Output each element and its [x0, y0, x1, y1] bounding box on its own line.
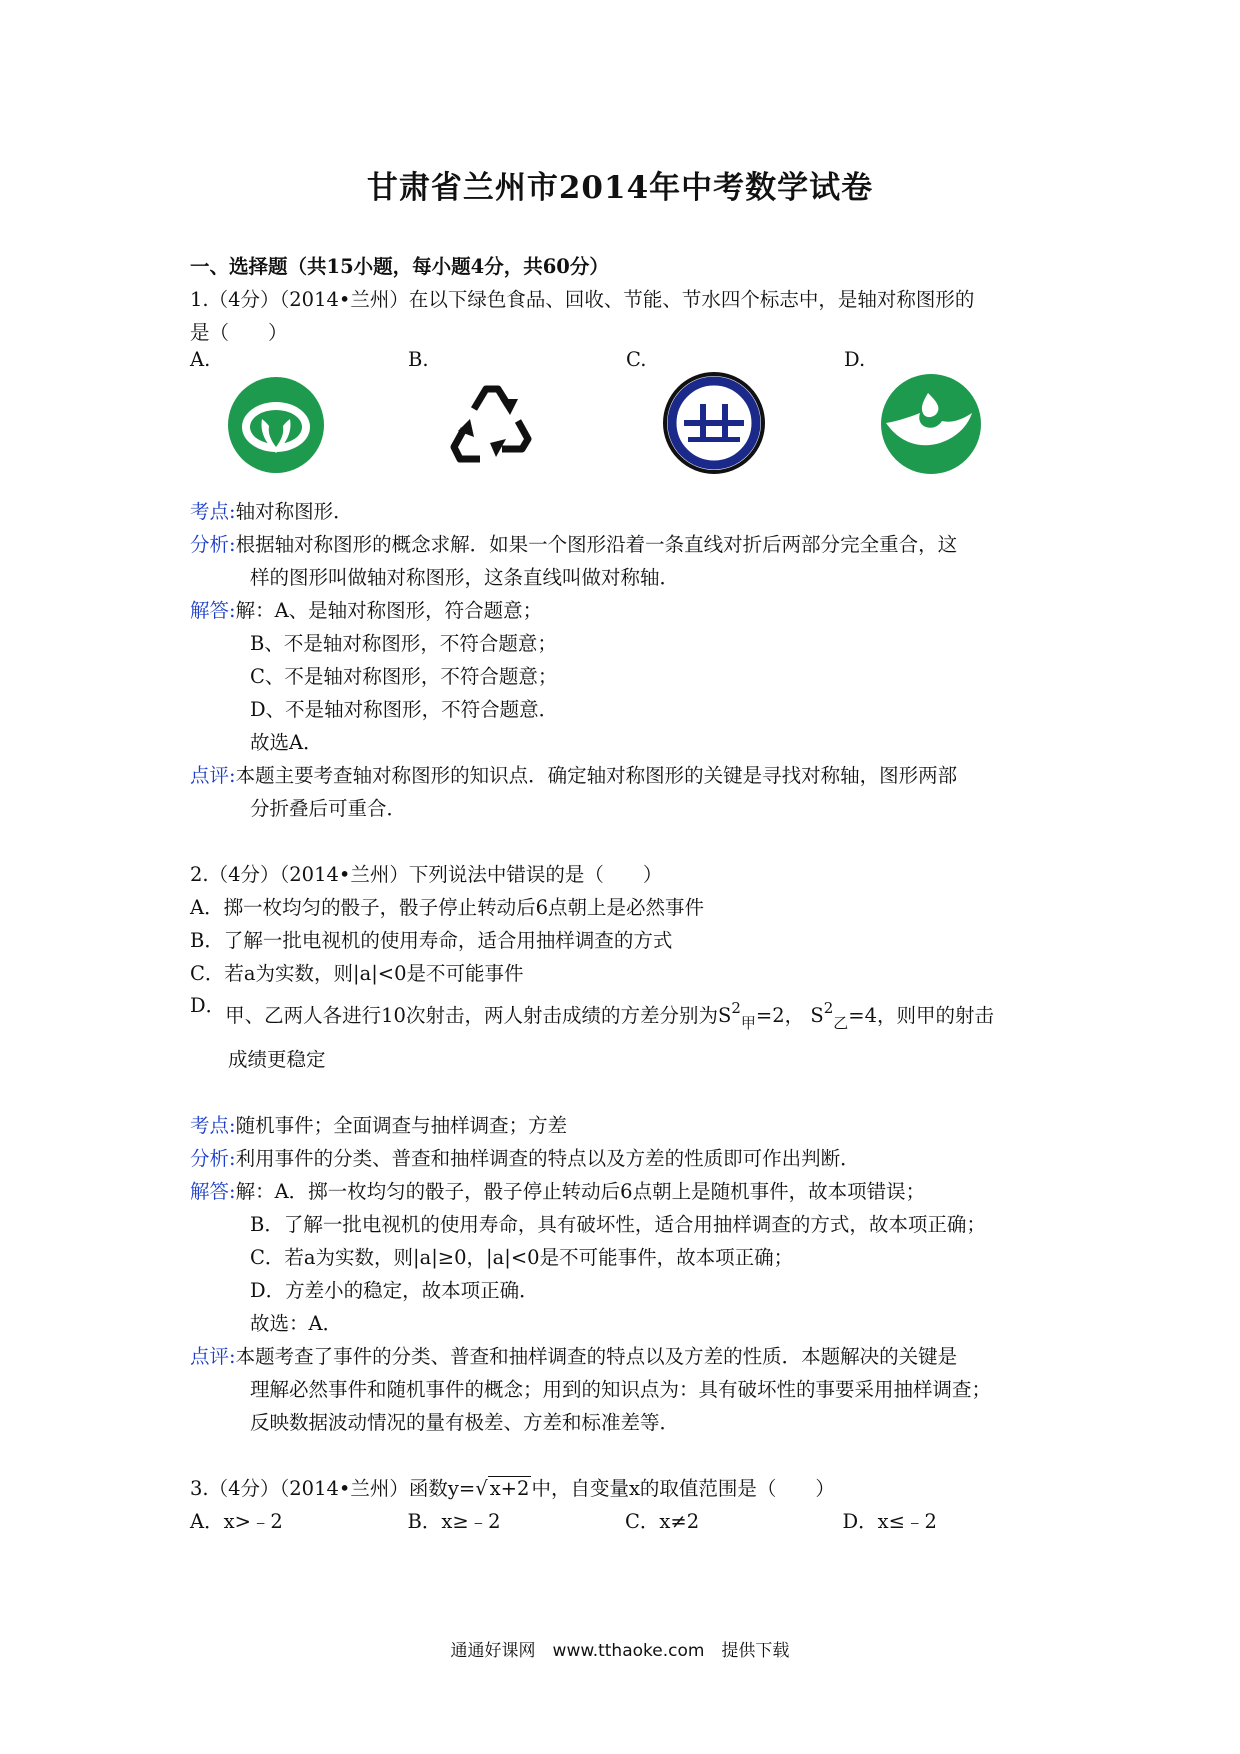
q1-fenxi-text: 根据轴对称图形的概念求解．如果一个图形沿着一条直线对折后两部分完全重合，这: [235, 533, 958, 556]
q2-stem: 2.（4分）（2014•兰州）下列说法中错误的是（ ）: [190, 863, 663, 886]
q3-stem-part2: 中，自变量x的取值范围是（ ）: [531, 1477, 835, 1500]
q3-option-d: D．x≤﹣2: [842, 1510, 937, 1533]
q1-jieda: [190, 594, 1060, 627]
q2-fenxi-label: 分析:: [190, 1147, 236, 1170]
q1-kaodian-label: 考点:: [190, 500, 236, 523]
q2-jieda-line: 解：A．掷一枚均匀的骰子，骰子停止转动后6点朝上是随机事件，故本项错误；: [235, 1180, 926, 1203]
q1-option-a-letter: A.: [190, 348, 211, 371]
q2-jieda-line: 故选：A．: [250, 1312, 343, 1335]
q1-jieda-line: B、不是轴对称图形，不符合题意；: [250, 632, 557, 655]
q1-stem-line2: 是（ ）: [190, 321, 288, 344]
q2-jieda-line: B．了解一批电视机的使用寿命，具有破坏性，适合用抽样调查的方式，故本项正确；: [250, 1213, 986, 1236]
variance-exponent: 2: [823, 999, 834, 1017]
q1-jieda-label: 解答:: [190, 599, 236, 622]
green-food-logo-icon: [226, 375, 326, 475]
q2-dianping-line: 理解必然事件和随机事件的概念；用到的知识点为：具有破坏性的事要采用抽样调查；: [250, 1378, 992, 1401]
page-title: 甘肃省兰州市2014年中考数学试卷: [366, 170, 874, 206]
q1-jieda-line: D、不是轴对称图形，不符合题意．: [250, 698, 559, 721]
q3-stem: [190, 1472, 1060, 1505]
q1-jieda-line: 解：A、是轴对称图形，符合题意；: [235, 599, 543, 622]
q1-jieda-line: 故选A．: [250, 731, 323, 754]
q2-option-b: B．了解一批电视机的使用寿命，适合用抽样调查的方式: [190, 929, 673, 952]
q1-dianping-text: 本题主要考查轴对称图形的知识点．确定轴对称图形的关键是寻找对称轴，图形两部: [235, 764, 958, 787]
variance-yi: [810, 999, 849, 1032]
q3-stem-part1: 3.（4分）（2014•兰州）函数y=: [190, 1477, 476, 1500]
q2-fenxi: [190, 1142, 1060, 1175]
q2-dianping-label: 点评:: [190, 1345, 236, 1368]
variance-symbol: S: [717, 1004, 732, 1027]
q1-option-c-letter: C.: [626, 348, 647, 371]
q1-fenxi: [190, 528, 1060, 561]
q2-option-a: A．掷一枚均匀的骰子，骰子停止转动后6点朝上是必然事件: [190, 896, 704, 919]
q1-jieda-line: C、不是轴对称图形，不符合题意；: [250, 665, 558, 688]
energy-saving-logo-icon: [662, 371, 766, 475]
q2-jieda-label: 解答:: [190, 1180, 236, 1203]
exam-content: [190, 250, 1060, 1538]
q3-option-c: C．x≠2: [625, 1510, 700, 1533]
q1-fenxi-label: 分析:: [190, 533, 236, 556]
q1-option-b-letter: B.: [408, 348, 429, 371]
sqrt-icon: √: [475, 1477, 488, 1500]
q1-fenxi-line2: 样的图形叫做轴对称图形，这条直线叫做对称轴．: [250, 566, 680, 589]
q3-option-a: A．x>﹣2: [190, 1510, 283, 1533]
variance-subscript-yi: 乙: [833, 1014, 849, 1032]
page-footer: 通通好课网 www.tthaoke.com 提供下载: [450, 1641, 790, 1661]
q3-radicand: x+2: [489, 1477, 530, 1500]
q2-jieda-line: C．若a为实数，则|a|≥0，|a|<0是不可能事件，故本项正确；: [250, 1246, 794, 1269]
variance-jia: [717, 999, 756, 1032]
q2-kaodian-label: 考点:: [190, 1114, 236, 1137]
q1-dianping-label: 点评:: [190, 764, 236, 787]
q2-jieda-line: D．方差小的稳定，故本项正确．: [250, 1279, 539, 1302]
variance-jia-value: =2，: [755, 1004, 805, 1027]
q1-image-options: [190, 349, 1060, 479]
q2-option-d-letter: D．: [190, 994, 226, 1017]
q3-options: [190, 1505, 1060, 1538]
q1-kaodian-text: 轴对称图形．: [235, 500, 353, 523]
q2-dianping-text: 本题考查了事件的分类、普查和抽样调查的特点以及方差的性质．本题解决的关键是: [235, 1345, 958, 1368]
variance-yi-value: =4，则甲的射击: [848, 1004, 995, 1027]
q2-fenxi-text: 利用事件的分类、普查和抽样调查的特点以及方差的性质即可作出判断．: [235, 1147, 860, 1170]
q2-option-d-text: 甲、乙两人各进行10次射击，两人射击成绩的方差分别为: [225, 1004, 718, 1027]
q2-jieda: [190, 1175, 1060, 1208]
q2-kaodian: [190, 1109, 1060, 1142]
q2-dianping-line: 反映数据波动情况的量有极差、方差和标准差等．: [250, 1411, 680, 1434]
water-saving-logo-icon: [880, 373, 982, 475]
q3-option-b: B．x≥﹣2: [407, 1510, 501, 1533]
variance-subscript-jia: 甲: [740, 1014, 756, 1032]
variance-exponent: 2: [731, 999, 741, 1017]
q2-option-d-line2: 成绩更稳定: [228, 1048, 326, 1071]
q1-kaodian: [190, 495, 1060, 528]
q1-dianping: [190, 759, 1060, 792]
q1-option-d-letter: D.: [844, 348, 866, 371]
q2-option-c: C．若a为实数，则|a|<0是不可能事件: [190, 962, 524, 985]
variance-symbol: S: [810, 1004, 824, 1027]
q2-kaodian-text: 随机事件；全面调查与抽样调查；方差: [235, 1114, 568, 1137]
q2-dianping: [190, 1340, 1060, 1373]
recycle-logo-icon: [440, 375, 540, 475]
q2-option-d: [190, 990, 1060, 1039]
q1-stem-line1: 1.（4分）（2014•兰州）在以下绿色食品、回收、节能、节水四个标志中，是轴对称图形的: [190, 288, 975, 311]
section-heading: 一、选择题（共15小题，每小题4分，共60分）: [190, 255, 609, 278]
q1-dianping-line2: 分折叠后可重合．: [250, 797, 407, 820]
